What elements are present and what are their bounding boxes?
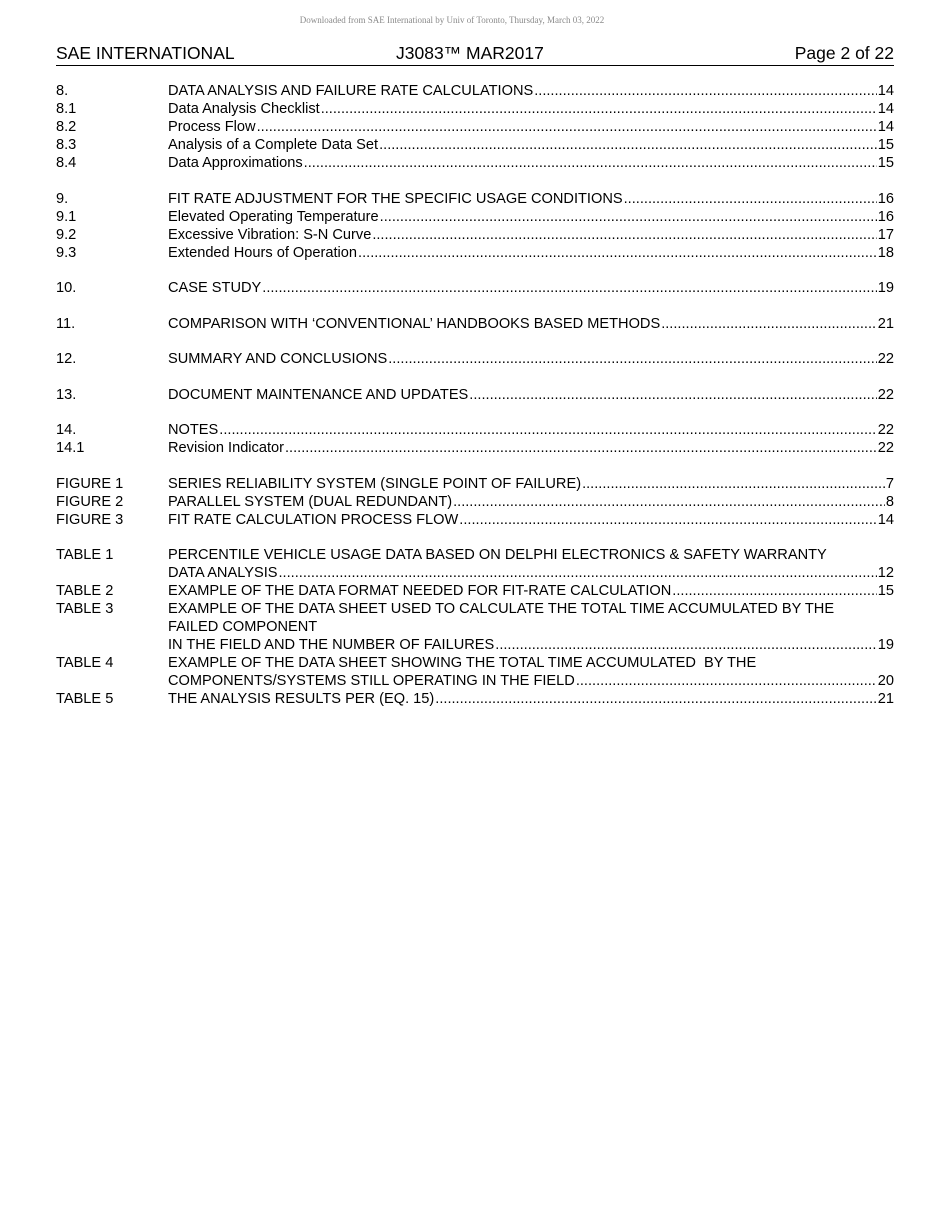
dot-leader <box>219 421 876 439</box>
toc-entry-number: 10. <box>56 280 77 296</box>
toc-entry-title: FIT RATE ADJUSTMENT FOR THE SPECIFIC USAGE CONDITIONS <box>168 190 623 207</box>
toc-entry-title: CASE STUDY <box>168 280 262 296</box>
toc-entry-title: COMPARISON WITH ‘CONVENTIONAL’ HANDBOOKS BASED METHODS <box>168 315 661 332</box>
toc-entry-title: SUMMARY AND CONCLUSIONS <box>168 351 388 367</box>
dot-leader <box>285 439 877 457</box>
toc-entry[interactable] <box>56 154 894 172</box>
dot-leader <box>624 190 877 208</box>
dot-leader <box>358 244 877 262</box>
dot-leader <box>435 690 876 708</box>
toc-entry[interactable] <box>56 279 894 297</box>
table-title-line: EXAMPLE OF THE DATA SHEET USED TO CALCULATE THE TOTAL TIME ACCUMULATED BY THE <box>168 601 835 617</box>
dot-leader <box>534 82 877 100</box>
table-number: TABLE 2 <box>56 583 114 599</box>
toc-entry-title: Revision Indicator <box>168 440 284 456</box>
dot-leader <box>582 475 885 493</box>
list-of-figures <box>56 475 894 529</box>
toc-entry-title: NOTES <box>168 422 219 438</box>
toc-entry[interactable] <box>56 100 894 118</box>
dot-leader <box>661 315 877 333</box>
dot-leader <box>453 493 885 511</box>
toc-entry[interactable] <box>56 315 894 333</box>
table-entry[interactable] <box>56 690 894 708</box>
dot-leader <box>380 208 877 226</box>
toc-entry-number: 14. <box>56 422 77 438</box>
dot-leader <box>321 100 877 118</box>
dot-leader <box>672 582 876 600</box>
toc-entry-number: 9. <box>56 190 69 207</box>
toc-entry-number: 13. <box>56 386 77 403</box>
table-title-line: FAILED COMPONENT <box>168 619 318 635</box>
table-title-line: IN THE FIELD AND THE NUMBER OF FAILURES <box>168 637 495 653</box>
toc-entry[interactable] <box>56 136 894 154</box>
dot-leader <box>459 511 876 529</box>
table-page: 15 <box>877 583 894 599</box>
toc-entry-number: 9.1 <box>56 208 77 225</box>
toc-entry-page: 16 <box>877 208 894 225</box>
toc-entry-page: 14 <box>877 83 894 99</box>
toc-entry-page: 17 <box>877 226 894 243</box>
toc-entry-title: Excessive Vibration: S-N Curve <box>168 226 372 243</box>
toc-entry-page: 15 <box>877 137 894 153</box>
toc-entry-title: Process Flow <box>168 119 256 135</box>
table-number: TABLE 4 <box>56 655 114 671</box>
table-title-line: DATA ANALYSIS <box>168 565 278 581</box>
figure-entry[interactable] <box>56 475 894 493</box>
toc-group-section-14 <box>56 421 894 457</box>
download-watermark: Downloaded from SAE International by Univ of Toronto, Thursday, March 03, 2022 <box>299 15 605 25</box>
toc-entry[interactable] <box>56 208 894 226</box>
dot-leader <box>279 564 877 582</box>
table-page: 21 <box>877 691 894 707</box>
toc-entry-page: 15 <box>877 155 894 171</box>
figure-entry[interactable] <box>56 493 894 511</box>
toc-entry[interactable] <box>56 82 894 100</box>
toc-group-section-9 <box>56 190 894 262</box>
header-document-id: J3083™ MAR2017 <box>396 43 544 63</box>
table-number: TABLE 5 <box>56 691 114 707</box>
dot-leader <box>469 386 876 404</box>
header-organization: SAE INTERNATIONAL <box>56 43 235 63</box>
table-page: 19 <box>877 637 894 653</box>
toc-group-section-8 <box>56 82 894 172</box>
toc-entry-title: DOCUMENT MAINTENANCE AND UPDATES <box>168 386 469 403</box>
figure-number: FIGURE 2 <box>56 493 124 510</box>
toc-entry-number: 8.1 <box>56 101 77 117</box>
toc-entry[interactable] <box>56 350 894 368</box>
toc-group-section-12 <box>56 350 894 368</box>
toc-entry[interactable] <box>56 421 894 439</box>
table-title-line: COMPONENTS/SYSTEMS STILL OPERATING IN THE FIELD <box>168 673 575 689</box>
table-entry[interactable] <box>56 546 894 582</box>
toc-entry-title: Data Approximations <box>168 155 303 171</box>
toc-entry-title: Elevated Operating Temperature <box>168 208 379 225</box>
toc-group-section-10 <box>56 279 894 297</box>
toc-entry[interactable] <box>56 118 894 136</box>
toc-entry-page: 18 <box>877 244 894 261</box>
toc-entry-number: 8. <box>56 83 69 99</box>
header-page-number: Page 2 of 22 <box>794 43 894 63</box>
toc-entry-number: 14.1 <box>56 440 85 456</box>
toc-entry-title: Data Analysis Checklist <box>168 101 320 117</box>
toc-group-section-11 <box>56 315 894 333</box>
table-number: TABLE 3 <box>56 601 114 617</box>
toc-entry-number: 8.4 <box>56 155 77 171</box>
figure-title: FIT RATE CALCULATION PROCESS FLOW <box>168 511 459 528</box>
figure-number: FIGURE 1 <box>56 475 124 492</box>
table-page: 20 <box>877 673 894 689</box>
toc-entry-title: Extended Hours of Operation <box>168 244 358 261</box>
table-entry[interactable] <box>56 654 894 690</box>
toc-entry-number: 11. <box>56 315 76 332</box>
toc-entry[interactable] <box>56 439 894 457</box>
toc-entry-number: 9.3 <box>56 244 77 261</box>
toc-group-section-13 <box>56 386 894 404</box>
toc-entry[interactable] <box>56 226 894 244</box>
table-page: 12 <box>877 565 894 581</box>
toc-entry-page: 22 <box>877 422 894 438</box>
toc-entry-page: 14 <box>877 101 894 117</box>
toc-entry-number: 8.2 <box>56 119 77 135</box>
toc-entry-title: Analysis of a Complete Data Set <box>168 137 379 153</box>
toc-entry-page: 22 <box>877 386 894 403</box>
toc-entry-title: DATA ANALYSIS AND FAILURE RATE CALCULATIONS <box>168 83 534 99</box>
dot-leader <box>495 636 877 654</box>
table-title-line: PERCENTILE VEHICLE USAGE DATA BASED ON DELPHI ELECTRONICS & SAFETY WARRANTY <box>168 547 827 563</box>
figure-title: PARALLEL SYSTEM (DUAL REDUNDANT) <box>168 493 453 510</box>
toc-entry-page: 22 <box>877 351 894 367</box>
toc-entry-page: 14 <box>877 119 894 135</box>
toc-entry-number: 9.2 <box>56 226 77 243</box>
table-entry[interactable] <box>56 582 894 600</box>
toc-entry[interactable] <box>56 244 894 262</box>
toc-entry-number: 8.3 <box>56 137 77 153</box>
dot-leader <box>379 136 877 154</box>
table-number: TABLE 1 <box>56 547 114 563</box>
table-of-contents <box>56 82 894 726</box>
toc-entry-page: 16 <box>877 190 894 207</box>
toc-entry-number: 12. <box>56 351 77 367</box>
dot-leader <box>372 226 876 244</box>
dot-leader <box>257 118 877 136</box>
toc-entry[interactable] <box>56 386 894 404</box>
page-header <box>56 43 894 66</box>
toc-entry-page: 21 <box>877 315 894 332</box>
table-title: EXAMPLE OF THE DATA FORMAT NEEDED FOR FIT-RATE CALCULATION <box>168 583 672 599</box>
table-entry[interactable] <box>56 600 894 654</box>
dot-leader <box>388 350 877 368</box>
list-of-tables <box>56 546 894 708</box>
figure-page: 8 <box>885 493 894 510</box>
table-title: THE ANALYSIS RESULTS PER (EQ. 15) <box>168 691 435 707</box>
dot-leader <box>262 279 877 297</box>
figure-title: SERIES RELIABILITY SYSTEM (SINGLE POINT OF FAILURE) <box>168 475 582 492</box>
toc-entry-page: 19 <box>877 280 894 296</box>
table-title-line: EXAMPLE OF THE DATA SHEET SHOWING THE TOTAL TIME ACCUMULATED BY THE <box>168 655 757 671</box>
dot-leader <box>304 154 877 172</box>
figure-entry[interactable] <box>56 511 894 529</box>
dot-leader <box>576 672 877 690</box>
figure-number: FIGURE 3 <box>56 511 124 528</box>
figure-page: 14 <box>877 511 894 528</box>
toc-entry-page: 22 <box>877 440 894 456</box>
figure-page: 7 <box>885 475 894 492</box>
toc-entry[interactable] <box>56 190 894 208</box>
